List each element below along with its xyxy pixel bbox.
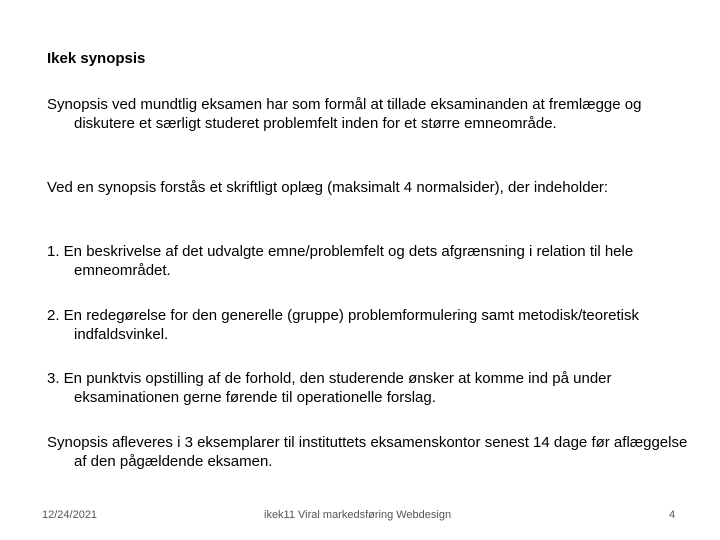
footer-date: 12/24/2021 xyxy=(42,509,98,521)
list-item-2: 2. En redegørelse for den generelle (gruppe) problemformulering samt metodisk/teoretisk indfaldsvinkel. xyxy=(47,307,639,343)
paragraph-submission: Synopsis afleveres i 3 eksemplarer til instituttets eksamenskontor senest 14 dage før aflæggelse af den pågældende eksamen. xyxy=(47,434,688,470)
list-item-3: 3. En punktvis opstilling af de forhold, den studerende ønsker at komme ind på under eksaminationen gerne førende til operationelle forslag. xyxy=(47,370,612,406)
paragraph-purpose: Synopsis ved mundtlig eksamen har som formål at tillade eksaminanden at fremlægge og diskutere et særligt studeret problemfelt inden for et større emneområde. xyxy=(47,96,642,132)
paragraph-definition: Ved en synopsis forstås et skriftligt oplæg (maksimalt 4 normalsider), der indeholder: xyxy=(47,179,609,196)
footer-page-number: 4 xyxy=(669,509,676,521)
slide-title: Ikek synopsis xyxy=(47,50,146,67)
footer-title: ikek11 Viral markedsføring Webdesign xyxy=(264,509,452,521)
list-item-1: 1. En beskrivelse af det udvalgte emne/problemfelt og dets afgrænsning i relation til hele emneområdet. xyxy=(47,243,634,279)
